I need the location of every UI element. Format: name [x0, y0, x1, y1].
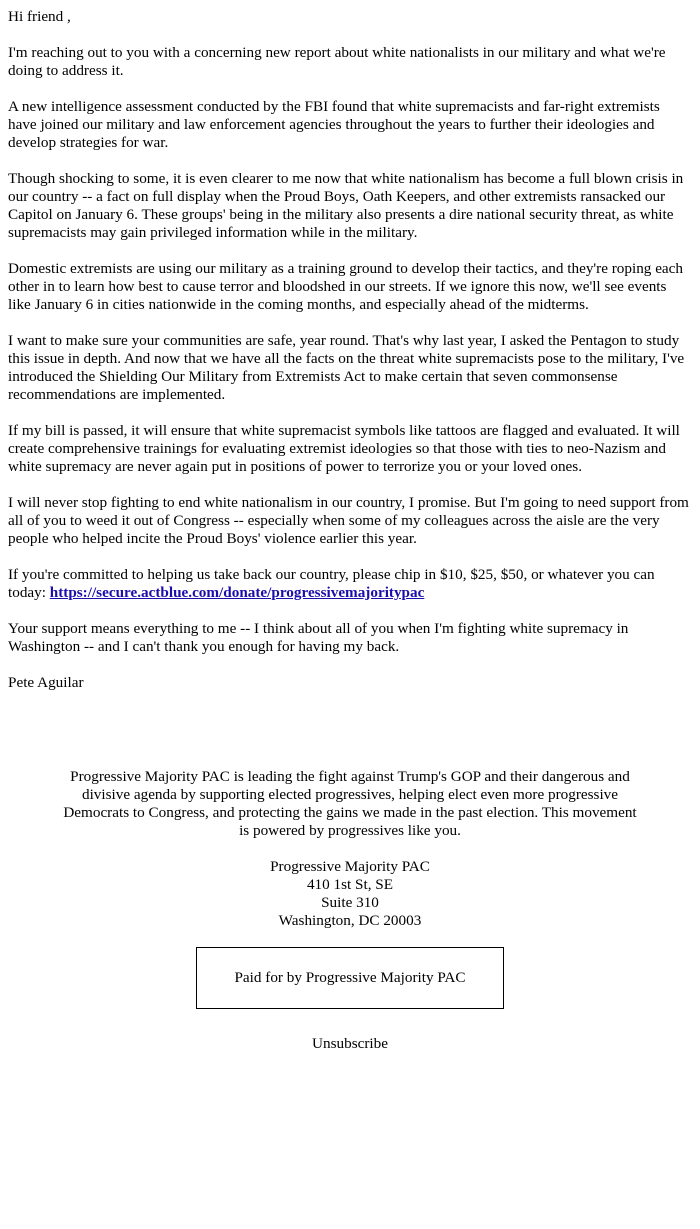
body-paragraph: A new intelligence assessment conducted by the FBI found that white supremacists and far-right extremists have joined our military and law enforcement agencies throughout the years to further their ideologies and develop strategies for war.: [8, 98, 660, 151]
mailing-address: [0, 858, 700, 930]
email-footer: [0, 768, 700, 1053]
address-street: 410 1st St, SE: [306, 876, 394, 893]
address-city: Washington, DC 20003: [278, 912, 422, 929]
body-paragraph: I will never stop fighting to end white nationalism in our country, I promise. But I'm going to need support from all of you to weed it out of Congress -- especially when some of my colleagues across the aisle are the very people who helped incite the Proud Boys' violence earlier this year.: [8, 494, 689, 547]
unsubscribe-link[interactable]: Unsubscribe: [312, 1035, 388, 1052]
donate-text: If you're committed to helping us take back our country, please chip in $10, $25, $50, or whatever you can today:: [8, 566, 655, 601]
signature: Pete Aguilar: [8, 674, 84, 691]
paid-for-text: Paid for by Progressive Majority PAC: [234, 969, 466, 986]
donate-link[interactable]: https://secure.actblue.com/donate/progressivemajoritypac: [49, 584, 425, 601]
body-paragraph: If my bill is passed, it will ensure that white supremacist symbols like tattoos are flagged and evaluated. It will create comprehensive trainings for evaluating extremist ideologies so that those with ties to neo-Nazism and white supremacy are never again put in positions of power to terrorize you or your loved ones.: [8, 422, 680, 475]
donate-paragraph: [8, 566, 692, 602]
body-paragraph: Domestic extremists are using our military as a training ground to develop their tactics, and they're roping each other in to learn how best to cause terror and bloodshed in our streets. If we ignore this now, we'll see events like January 6 in cities nationwide in the coming months, and especially ahead of the midterms.: [8, 260, 684, 313]
body-paragraph: I'm reaching out to you with a concerning new report about white nationalists in our military and what we're doing to address it.: [8, 44, 666, 79]
body-paragraph: Though shocking to some, it is even clearer to me now that white nationalism has become a full blown crisis in our country -- a fact on full display when the Proud Boys, Oath Keepers, and other extremists ransacked our Capitol on January 6. These groups' being in the military also presents a dire national security threat, as white supremacists may gain privileged information while in the military.: [8, 170, 684, 241]
greeting: Hi friend ,: [8, 8, 71, 25]
address-name: Progressive Majority PAC: [270, 858, 430, 875]
pac-description: Progressive Majority PAC is leading the fight against Trump's GOP and their dangerous and divisive agenda by supporting elected progressives, helping elect even more progressive Democrats to Congress, and protecting the gains we made in the past election. This movement is powered by progressives like you.: [63, 768, 637, 839]
closing-paragraph: Your support means everything to me -- I think about all of you when I'm fighting white supremacy in Washington -- and I can't thank you enough for having my back.: [8, 620, 629, 655]
paid-for-disclaimer: [196, 947, 504, 1009]
address-suite: Suite 310: [321, 894, 379, 911]
body-paragraph: I want to make sure your communities are safe, year round. That's why last year, I asked the Pentagon to study this issue in depth. And now that we have all the facts on the threat white supremacists pose to the military, I've introduced the Shielding Our Military from Extremists Act to make certain that seven commonsense recommendations are implemented.: [8, 332, 685, 403]
